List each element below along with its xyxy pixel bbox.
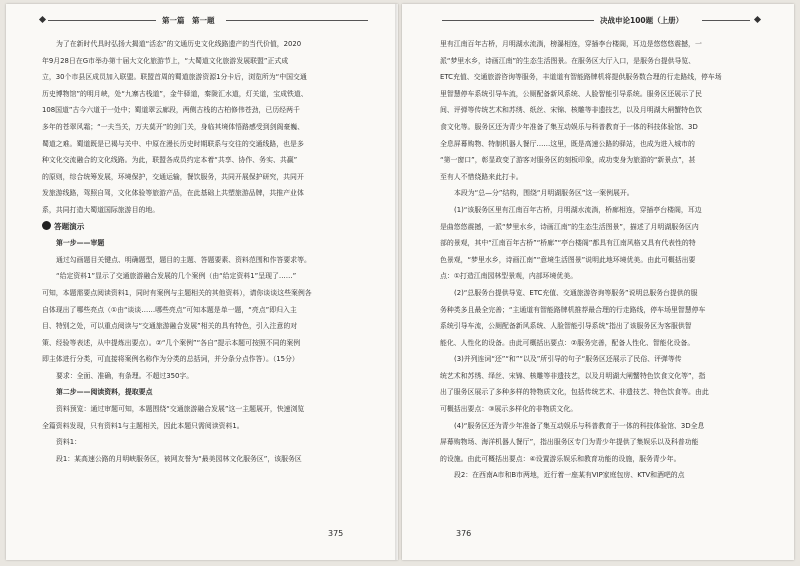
text-line: 要求：全面、准确，有条理。不超过350字。 [56, 371, 194, 380]
text-line: “第一窗口”，彰显政变了游客对服务区的刻板印象，成功变身为旅游的“新景点”，甚 [440, 156, 696, 165]
text-line: 间、评弹等传统艺术和苏绣、纸丝、宋锦、核雕等非遗技艺，以及月明湖大闸蟹特色饮 [440, 106, 702, 115]
text-line: (1)“该服务区里有江南百年古桥，月明湖水流淌，桥廊相连，穿插亭台楼阁，耳边 [454, 205, 702, 214]
text-line: (4)“服务区还为青少年准备了集互动娱乐与科普教育于一体的科技体验馆、3D全息 [454, 421, 705, 430]
text-line: 全息屏幕购物、特制机器人餐厅……这里，既是高速公路的驿站，也成为进入城市的 [440, 139, 695, 148]
text-line: 色景观，“梦里水乡，诗画江南”“意境生活图景”说明此地环境优美。由此可概括出要 [440, 255, 696, 264]
right-page-body [440, 36, 762, 484]
text-line: 本段为“总—分”结构，围绕“月明湖服务区”这一案例展开。 [454, 189, 634, 198]
text-line: 可知，本题需要点阅读资料1，同时有案例与主题相关的其他资料），请你谈谈这些案例各 [42, 288, 312, 297]
text-line: 食文化等。服务区还为青少年准备了集互动娱乐与科普教育于一体的科技体验馆、3D [440, 122, 698, 131]
text-line: 部的景观，其中“江南百年古桥”“桥廊”“亭台楼阁”都具有江南风格又具有代表性的特 [440, 239, 696, 248]
text-line: 务种类多且最全完善；“主通道有智能路牌机推荐最合理的行走路线，停车场里智慧停车 [440, 305, 706, 314]
right-header-title: 决战申论100题（上册） [600, 16, 684, 25]
text-line: ETC充值、交通旅游咨询等服务，丰道道有智能路牌机将提供服务数合理的行走路线，停车场 [440, 73, 722, 82]
text-line: 屏幕购物场、海洋机器人餐厅”，指出服务区专门为青少年提供了集娱乐以及科普功能 [440, 438, 699, 447]
text-line: 蜀道之难。蜀道既是已褐与关中、中原在漫长历史时期联系与交往的交通线路，也是多 [42, 139, 304, 148]
left-header-title: 第一篇 第一题 [162, 16, 215, 25]
text-line: 里智慧停车系统引导车流，公厕配备新风系统、人脸智能引导系统。服务区还展示了民 [440, 89, 702, 98]
header-rule [442, 20, 594, 21]
text-line: 资料1： [56, 438, 82, 447]
text-line: 立，30个市县区成员加入联盟。联盟首周的蜀道旅游资源1分卡后，浏览所为“中国交通 [42, 73, 307, 82]
header-rule [48, 20, 156, 21]
header-rule [702, 20, 750, 21]
text-line: 统艺术和苏绣、绎丝、宋锦、核雕等非遗技艺，以及月明湖大闸蟹特色饮食文化等”，指 [440, 371, 706, 380]
text-line: 是曲悠悠震撼，一派“梦里水乡，诗画江南”的生态生活图景”，描述了月明湖服务区内 [440, 222, 699, 231]
text-line: 历史博物馆”的明月峡，处“九寨古栈道”，金牛驿道，秦陇汇水道，灯关道，宝成铁道、 [42, 89, 308, 98]
text-line: 年9月28日在G市举办第十届大文化旅游节上，“大蜀道文化旅游发展联盟”正式成 [42, 56, 289, 65]
text-line: 种文化交流融合的文化线路。为此，联盟各成员约定本着“共享、协作、务实、共赢” [42, 156, 298, 165]
left-page-body [42, 36, 372, 467]
text-line: 目、特别之处，可以重点阅读与“交通旅游融合发展”相关的具有特色，引入注意的对 [42, 322, 298, 331]
text-line: 发旅游线路，驾照自驾，文化体验等旅游产品，在此基础上共塑旅游品牌，共推产业体 [42, 189, 304, 198]
heading-bullet-icon [42, 221, 51, 230]
text-line: 点：①打造江南园林型景观，内部环境优美。 [440, 272, 578, 281]
text-line: 即主体进行分类，可直接将案例名称作为分类的总括词，并分条分点作答）。（15分） [42, 355, 299, 364]
text-line: 段1：某高速公路的月明峡服务区，被网友誉为“最美园林文化服务区”，该服务区 [56, 454, 302, 463]
answer-demo-heading [42, 219, 372, 236]
text-line: 可概括出要点：③展示多样化的非物质文化。 [440, 405, 578, 414]
text-line: 资料预览：通过审题可知，本题围绕“交通旅游融合发展”这一主题展开，快速浏览 [56, 405, 305, 414]
heading-text: 答题演示 [54, 221, 85, 231]
header-diamond-icon [39, 16, 46, 23]
text-line: 系统引导车流，公厕配备新风系统、人脸智能引导系统”指出了该服务区为客服供智 [440, 322, 692, 331]
text-line: 的设施。由此可概括出要点：④设置游乐娱乐和教育功能的设施，服务青少年。 [440, 454, 681, 463]
text-line: 全篇资料发现，只有资料1与主题相关，因此本题只需阅读资料1。 [42, 421, 244, 430]
header-diamond-icon [754, 16, 761, 23]
step1-title: 第一步——审题 [56, 239, 105, 248]
text-line: 里有江南百年古桥，月明湖水流淌，榜瀑相连，穿插李台楼阁，耳边是悠悠悠震撼，一 [440, 40, 702, 48]
text-line: 自体现出了哪些亮点（①由“谈谈……哪些亮点”可知本题是单一题，“亮点”即归入主 [42, 305, 297, 314]
right-page [402, 4, 794, 560]
step2-title: 第二步——阅读资料，提取要点 [56, 388, 153, 397]
text-line: 出了服务区展示了多种多样的特物质文化，包括传统艺术、非遗技艺、特色饮食等。由此 [440, 388, 709, 397]
page-number: 376 [456, 529, 472, 538]
page-number: 375 [328, 529, 344, 538]
text-line: 系，共同打造大蜀道国际旅游目的地。 [42, 205, 160, 214]
text-line: 能化、人性化的设备。由此可概括出要点：②服务完善，配备人性化、智能化设备。 [440, 338, 695, 347]
text-line: 为了在新时代具时弘扬大揭道“活态”的文通历史文化线路遗产的当代价值，2020 [56, 40, 302, 48]
left-page [6, 4, 398, 560]
header-rule [226, 20, 368, 21]
text-line: 策、经验等表述，从中提炼出要点）。②“几个案例”“各自”提示本题可按照不同的案例 [42, 338, 301, 347]
text-line: 多年的苍翠风霜；“一夫当关，万夫莫开”的剑门关，身临其境体悟路感受到剑阁豪巍、 [42, 122, 305, 131]
text-line: 通过勾画题目关键点、明确题型，题目的主题、答题要素、资料范围和作答要求等。 [56, 255, 311, 264]
text-line: 108国道”古今六道于一处中；蜀道翠云廊段，两侧古栈的古柏修伟苍劲，已历经两千 [42, 106, 300, 115]
text-line: 段2：在西南A市和B市两地，近行着一座某有VIP家庭包房、KTV和酒吧的点 [454, 471, 685, 480]
text-line: 的原则，综合统筹发展，环境保护，交通运输，餐饮服务，共同开展保护研究，共同开 [42, 172, 304, 181]
text-line: 派“梦里水乡，诗画江南”的生态生活图景。在服务区大厅入口，是服务台提供导览、 [440, 56, 696, 65]
text-line: (2)“总服务台提供导览、ETC充值、交通旅游咨询等服务”说明总服务台提供的服 [454, 288, 698, 297]
text-line: 至有人不惜绕路来此打卡。 [440, 172, 523, 181]
text-line: (3)并列连词“还”“和”“以及”所引导的句子“服务区还展示了民俗、评弹等传 [454, 355, 682, 364]
text-line: “给定资料1”显示了交通旅游融合发展的几个案例（由“给定资料1”呈现了……” [56, 272, 297, 281]
